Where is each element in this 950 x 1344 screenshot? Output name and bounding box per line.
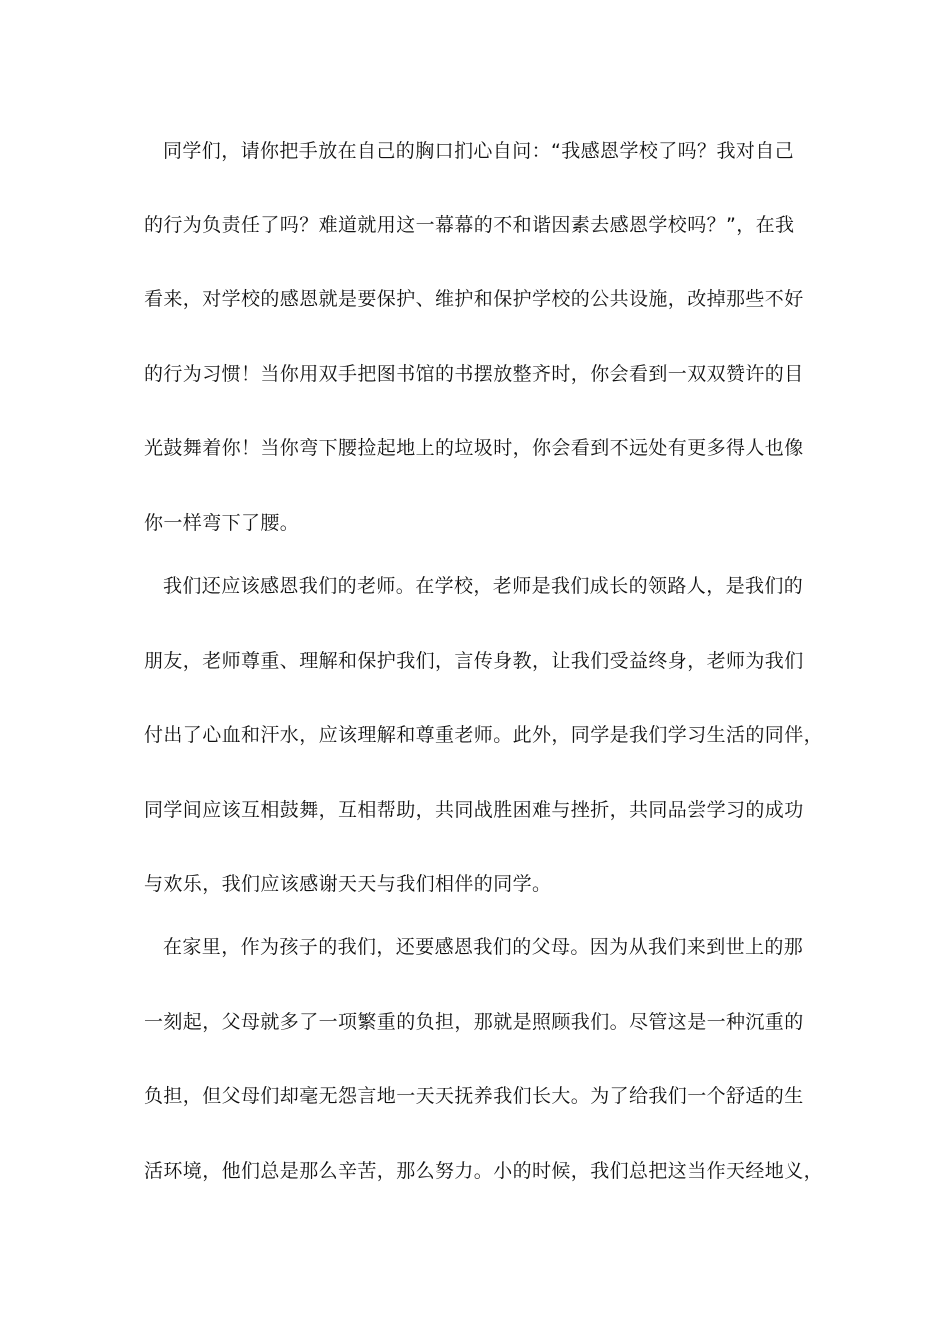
paragraph-3-line-4: 活环境，他们总是那么辛苦，那么努力。小的时候，我们总把这当作天经地义， (144, 1160, 824, 1182)
paragraph-1-line-6: 你一样弯下了腰。 (144, 512, 300, 534)
paragraph-2-line-4: 同学间应该互相鼓舞，互相帮助，共同战胜困难与挫折，共同品尝学习的成功 (144, 799, 804, 821)
paragraph-2-line-5: 与欢乐，我们应该感谢天天与我们相伴的同学。 (144, 873, 552, 895)
paragraph-2-line-1: 我们还应该感恩我们的老师。在学校，老师是我们成长的领路人，是我们的 (163, 575, 804, 597)
paragraph-2-line-3: 付出了心血和汗水，应该理解和尊重老师。此外，同学是我们学习生活的同伴， (144, 724, 824, 746)
paragraph-2-line-2: 朋友，老师尊重、理解和保护我们，言传身教，让我们受益终身，老师为我们 (144, 650, 804, 672)
paragraph-1-line-4: 的行为习惯！当你用双手把图书馆的书摆放整齐时，你会看到一双双赞许的目 (144, 363, 804, 385)
paragraph-1-line-2: 的行为负责任了吗？难道就用这一幕幕的不和谐因素去感恩学校吗？”，在我 (144, 214, 795, 236)
paragraph-1-line-1: 同学们，请你把手放在自己的胸口扪心自问：“我感恩学校了吗？我对自己 (163, 140, 795, 162)
paragraph-1-line-5: 光鼓舞着你！当你弯下腰捡起地上的垃圾时，你会看到不远处有更多得人也像 (144, 437, 804, 459)
paragraph-3-line-2: 一刻起，父母就多了一项繁重的负担，那就是照顾我们。尽管这是一种沉重的 (144, 1011, 804, 1033)
paragraph-3-line-1: 在家里，作为孩子的我们，还要感恩我们的父母。因为从我们来到世上的那 (163, 936, 804, 958)
paragraph-3-line-3: 负担，但父母们却毫无怨言地一天天抚养我们长大。为了给我们一个舒适的生 (144, 1085, 804, 1107)
paragraph-1-line-3: 看来，对学校的感恩就是要保护、维护和保护学校的公共设施，改掉那些不好 (144, 288, 804, 310)
